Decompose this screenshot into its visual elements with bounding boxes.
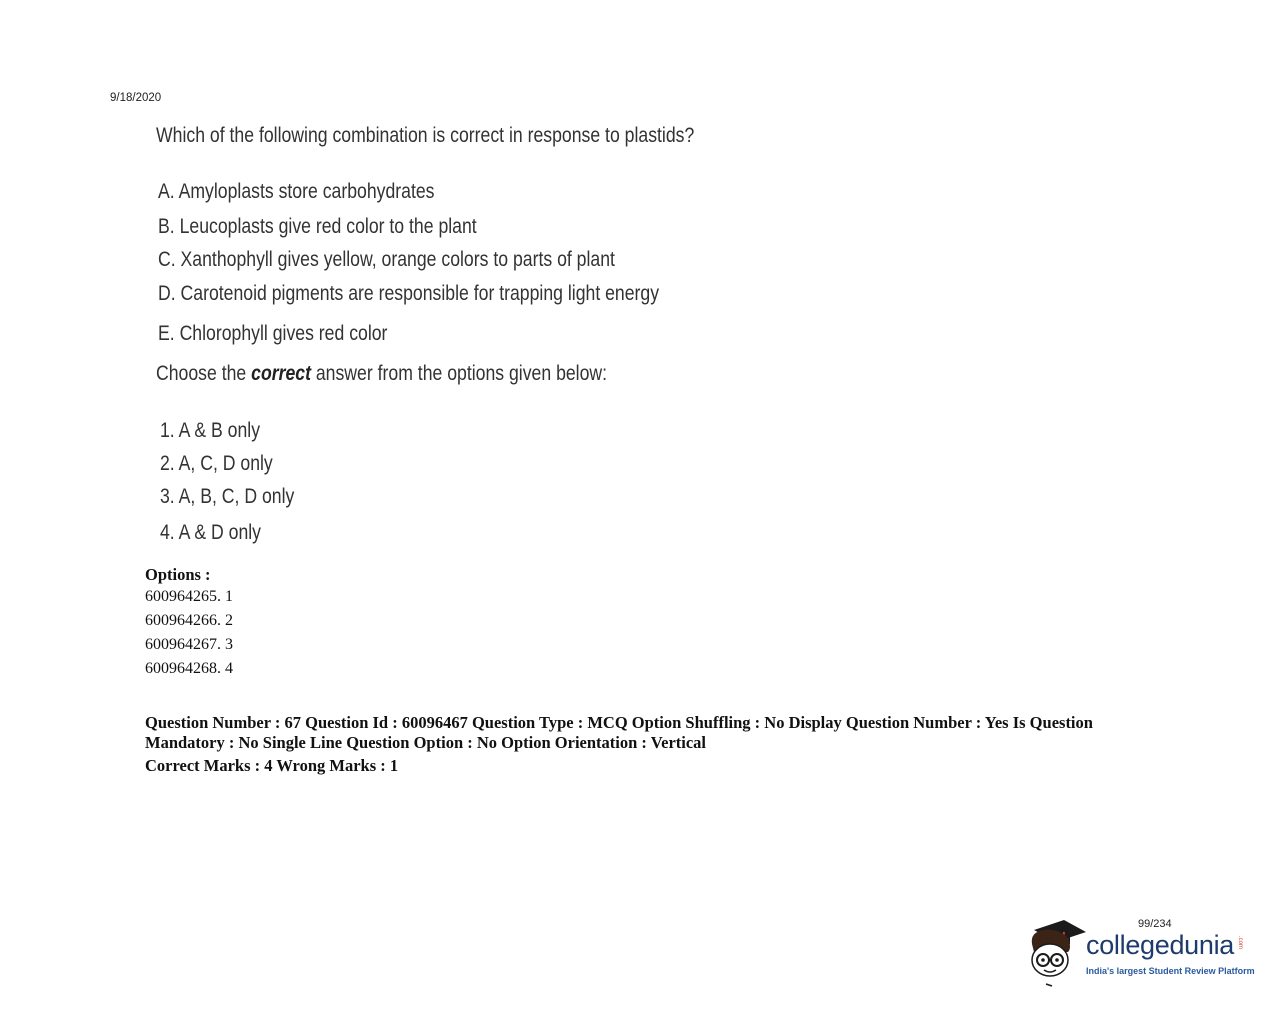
choose-suffix: answer from the options given below: — [310, 362, 608, 385]
answer-choice-1: 1. A & B only — [160, 419, 261, 442]
option-item: 600964267. 3 — [145, 636, 233, 653]
marks-info: Correct Marks : 4 Wrong Marks : 1 — [145, 756, 399, 775]
option-item: 600964268. 4 — [145, 660, 233, 677]
answer-choice-4: 4. A & D only — [160, 521, 262, 544]
print-date: 9/18/2020 — [110, 92, 162, 104]
question-image — [145, 118, 865, 558]
statement-b: B. Leucoplasts give red color to the plant — [158, 215, 477, 238]
options-heading: Options : — [145, 565, 211, 584]
option-item: 600964265. 1 — [145, 588, 233, 605]
statement-d: D. Carotenoid pigments are responsible for trapping light energy — [158, 282, 660, 305]
statement-a: A. Amyloplasts store carbohydrates — [158, 180, 435, 203]
collegedunia-logo — [1022, 918, 1262, 990]
logo-wordmark: collegedunia — [1086, 930, 1235, 960]
answer-choice-3: 3. A, B, C, D only — [160, 485, 295, 508]
option-item: 600964266. 2 — [145, 612, 233, 629]
answer-choice-2: 2. A, C, D only — [160, 452, 273, 475]
question-stem: Which of the following combination is correct in response to plastids? — [156, 124, 695, 147]
statement-e: E. Chlorophyll gives red color — [158, 322, 388, 345]
statement-c: C. Xanthophyll gives yellow, orange colors to parts of plant — [158, 248, 615, 271]
choose-prefix: Choose the — [156, 362, 252, 385]
question-metadata: Question Number : 67 Question Id : 60096467 Question Type : MCQ Option Shuffling : No Display Question Number : Yes Is Question Mandatory : No Single Line Question Option : No Option Orientation : Vertical — [145, 713, 1093, 752]
graduate-mascot-icon — [1024, 918, 1086, 988]
logo-domain: .com — [1237, 936, 1243, 950]
choose-emphasis: correct — [251, 362, 311, 385]
logo-tagline: India's largest Student Review Platform — [1086, 966, 1255, 976]
page-number: 99/234 — [1138, 918, 1172, 930]
choose-instruction — [156, 362, 607, 386]
